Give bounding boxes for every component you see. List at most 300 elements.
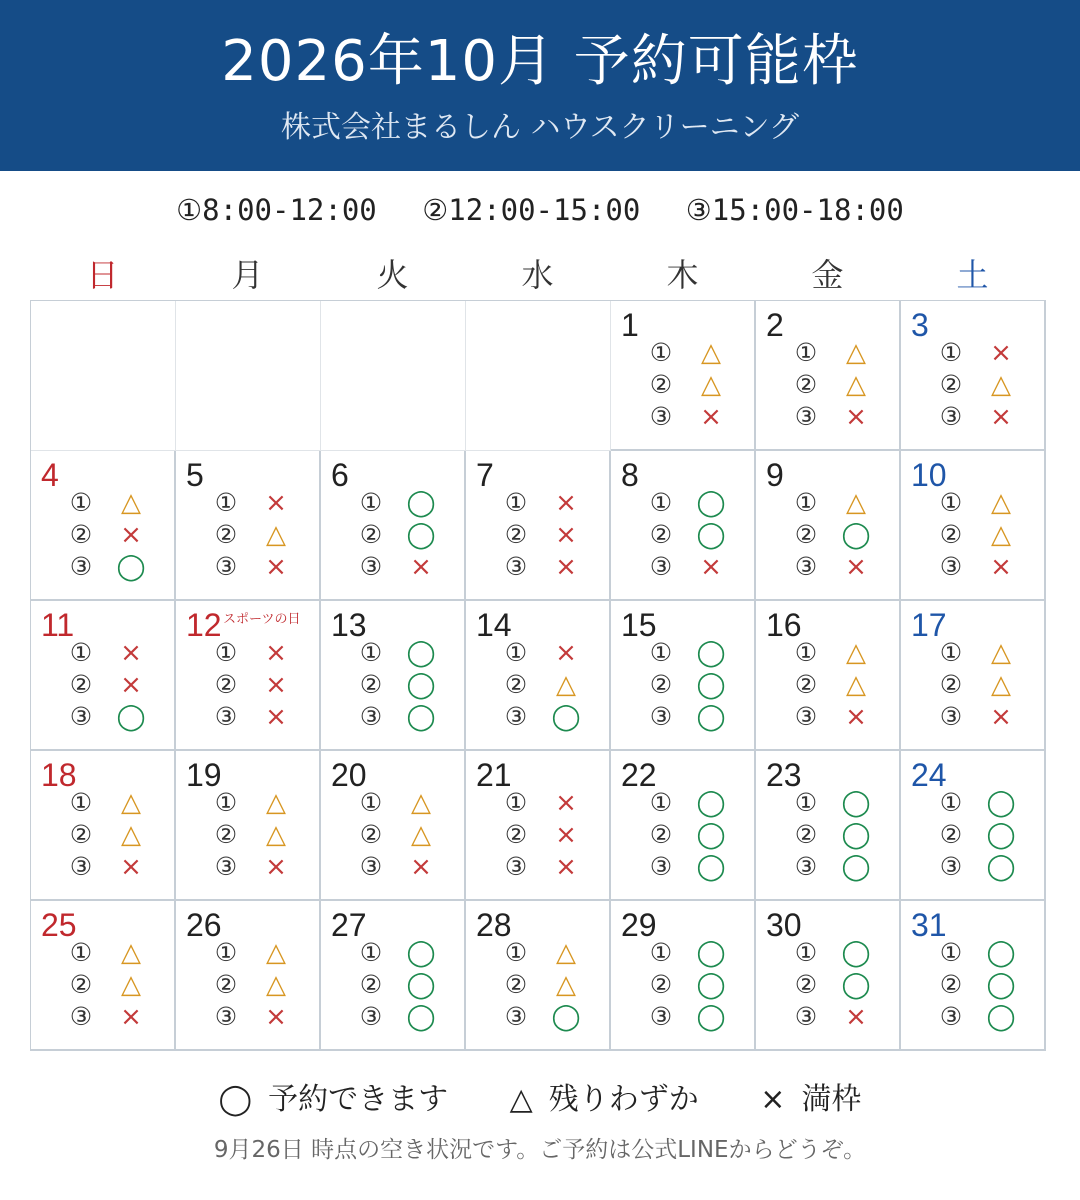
calendar-day-cell[interactable] (466, 601, 611, 751)
slot-number: ③ (69, 702, 93, 731)
calendar-day-cell[interactable] (756, 301, 901, 451)
slot-row (61, 487, 171, 519)
day-number: 15 (621, 607, 657, 643)
availability-cross-icon: × (120, 1002, 142, 1032)
calendar-empty-cell (466, 301, 611, 451)
slot-number: ② (359, 520, 383, 549)
legend-few (510, 1082, 699, 1117)
availability-cross-icon: × (555, 638, 577, 668)
slot-number: ① (794, 938, 818, 967)
availability-circle-icon: ◯ (696, 488, 726, 518)
status-note: 9月26日 時点の空き状況です。ご予約は公式LINEからどうぞ。 (213, 1137, 867, 1163)
day-number: 27 (331, 907, 367, 943)
slot-number: ② (69, 820, 93, 849)
availability-cross-icon: × (265, 702, 287, 732)
availability-cross-icon: × (845, 702, 867, 732)
slot-row (786, 819, 896, 851)
day-number: 9 (766, 457, 784, 493)
day-number: 8 (621, 457, 639, 493)
slot-row (641, 401, 751, 433)
slot-number: ① (359, 488, 383, 517)
slot-number: ① (649, 488, 673, 517)
day-number: 22 (621, 757, 657, 793)
calendar-day-cell[interactable] (901, 901, 1046, 1051)
slot-number: ① (649, 788, 673, 817)
calendar-day-cell[interactable] (176, 751, 321, 901)
availability-cross-icon: × (845, 552, 867, 582)
slot-row (931, 337, 1041, 369)
slot-row (931, 819, 1041, 851)
calendar-day-cell[interactable] (466, 901, 611, 1051)
availability-triangle-icon: △ (411, 820, 431, 850)
availability-triangle-icon: △ (266, 970, 286, 1000)
slot-number: ① (504, 788, 528, 817)
slot-number: ③ (359, 702, 383, 731)
slot-number: ① (939, 488, 963, 517)
availability-cross-icon: × (120, 520, 142, 550)
day-number: 6 (331, 457, 349, 493)
availability-triangle-icon: △ (991, 520, 1011, 550)
availability-circle-icon: ◯ (986, 970, 1016, 1000)
slot-row (61, 787, 171, 819)
slot-number: ② (939, 370, 963, 399)
slot-row (786, 937, 896, 969)
calendar-day-cell[interactable] (176, 451, 321, 601)
slot-row (351, 851, 461, 883)
availability-triangle-icon: △ (991, 488, 1011, 518)
availability-triangle-icon: △ (991, 638, 1011, 668)
day-number: 25 (41, 907, 77, 943)
calendar-day-cell[interactable] (321, 451, 466, 601)
slot-row (351, 551, 461, 583)
weekday-header (30, 250, 1046, 300)
slot-row (61, 851, 171, 883)
availability-circle-icon: ◯ (406, 638, 436, 668)
slot-number: ② (504, 970, 528, 999)
slot-row (496, 787, 606, 819)
calendar-day-cell[interactable] (901, 601, 1046, 751)
slot-row (786, 787, 896, 819)
calendar-day-cell[interactable] (611, 901, 756, 1051)
slot-number: ③ (69, 1002, 93, 1031)
slot-number: ② (794, 370, 818, 399)
calendar-day-cell[interactable] (901, 451, 1046, 601)
legend-few-label: 残りわずか (548, 1082, 699, 1117)
slot-row (786, 369, 896, 401)
calendar-day-cell[interactable] (176, 601, 321, 751)
slot-row (61, 637, 171, 669)
availability-triangle-icon: △ (846, 670, 866, 700)
availability-triangle-icon: △ (266, 820, 286, 850)
availability-cross-icon: × (265, 1002, 287, 1032)
slot-number: ① (214, 788, 238, 817)
weekday-monday: 月 (231, 256, 264, 294)
slot-number: ③ (359, 552, 383, 581)
availability-cross-icon: × (845, 1002, 867, 1032)
calendar-day-cell[interactable] (611, 451, 756, 601)
slot-number: ③ (504, 852, 528, 881)
availability-triangle-icon: △ (556, 938, 576, 968)
availability-circle-icon: ◯ (986, 1002, 1016, 1032)
calendar-day-cell[interactable] (756, 751, 901, 901)
slot-number: ③ (649, 702, 673, 731)
availability-triangle-icon: △ (846, 338, 866, 368)
day-number: 1 (621, 307, 639, 343)
slot-number: ③ (794, 702, 818, 731)
slot-row (351, 669, 461, 701)
slot-number: ① (649, 638, 673, 667)
availability-triangle-icon: △ (121, 788, 141, 818)
slot-row (786, 637, 896, 669)
slot-number: ③ (939, 402, 963, 431)
availability-circle-icon: ◯ (696, 788, 726, 818)
availability-triangle-icon: △ (991, 670, 1011, 700)
slot-row (786, 337, 896, 369)
slot-row (641, 819, 751, 851)
availability-cross-icon: × (265, 488, 287, 518)
slot-number: ② (214, 520, 238, 549)
weekday-friday: 金 (811, 256, 844, 294)
availability-cross-icon: × (990, 702, 1012, 732)
day-number: 4 (41, 457, 59, 493)
availability-circle-icon: ◯ (841, 520, 871, 550)
calendar-day-cell[interactable] (756, 901, 901, 1051)
availability-circle-icon: ◯ (696, 638, 726, 668)
availability-triangle-icon: △ (556, 970, 576, 1000)
slot-row (931, 519, 1041, 551)
slot-number: ① (69, 638, 93, 667)
availability-cross-icon: × (555, 820, 577, 850)
slot-row (496, 637, 606, 669)
availability-circle-icon: ◯ (406, 1002, 436, 1032)
slot-number: ② (69, 670, 93, 699)
slot-number: ③ (214, 702, 238, 731)
calendar-day-cell[interactable] (756, 601, 901, 751)
slot-row (641, 701, 751, 733)
availability-circle-icon: ◯ (696, 702, 726, 732)
slot-row (61, 1001, 171, 1033)
holiday-label: スポーツの日 (223, 612, 301, 627)
slot-row (786, 401, 896, 433)
slot-number: ② (649, 520, 673, 549)
calendar-empty-cell (321, 301, 466, 451)
triangle-icon: △ (509, 1082, 533, 1117)
availability-circle-icon: ◯ (841, 970, 871, 1000)
availability-cross-icon: × (265, 638, 287, 668)
day-number: 3 (911, 307, 929, 343)
slot-row (931, 937, 1041, 969)
availability-circle-icon: ◯ (696, 852, 726, 882)
slot-row (206, 487, 316, 519)
calendar-empty-cell (176, 301, 321, 451)
availability-triangle-icon: △ (121, 488, 141, 518)
slot-number: ③ (939, 552, 963, 581)
slot-number: ③ (214, 552, 238, 581)
availability-cross-icon: × (265, 552, 287, 582)
slot-number: ① (794, 338, 818, 367)
availability-triangle-icon: △ (701, 370, 721, 400)
slot-number: ③ (794, 402, 818, 431)
slot-row (786, 969, 896, 1001)
slot-number: ② (69, 520, 93, 549)
slot-row (496, 1001, 606, 1033)
slot-row (786, 551, 896, 583)
calendar-day-cell[interactable] (31, 601, 176, 751)
slot-row (61, 969, 171, 1001)
slot-row (61, 669, 171, 701)
weekday-tuesday: 火 (376, 256, 409, 294)
slot-row (351, 937, 461, 969)
availability-circle-icon: ◯ (696, 820, 726, 850)
slot-row (206, 969, 316, 1001)
slot-number: ② (504, 820, 528, 849)
availability-cross-icon: × (410, 552, 432, 582)
slot-number: ① (649, 938, 673, 967)
availability-circle-icon: ◯ (986, 938, 1016, 968)
availability-triangle-icon: △ (556, 670, 576, 700)
slot-row (931, 1001, 1041, 1033)
calendar-day-cell[interactable] (321, 751, 466, 901)
slot-row (641, 787, 751, 819)
slot-row (206, 851, 316, 883)
availability-triangle-icon: △ (266, 520, 286, 550)
slot-number: ① (939, 638, 963, 667)
day-number: 26 (186, 907, 222, 943)
slot-number: ② (69, 970, 93, 999)
slot-number: ② (504, 520, 528, 549)
availability-cross-icon: × (700, 552, 722, 582)
day-number: 23 (766, 757, 802, 793)
slot-row (351, 969, 461, 1001)
header-banner (0, 0, 1080, 171)
slot-row (931, 969, 1041, 1001)
slot-row (351, 787, 461, 819)
calendar-day-cell[interactable] (466, 451, 611, 601)
slot-row (641, 369, 751, 401)
slot-row (641, 969, 751, 1001)
availability-circle-icon: ◯ (406, 670, 436, 700)
slot-row (641, 1001, 751, 1033)
calendar-day-cell[interactable] (611, 301, 756, 451)
slot-row (206, 701, 316, 733)
circle-icon: ◯ (218, 1082, 253, 1117)
slot-row (496, 519, 606, 551)
availability-cross-icon: × (555, 788, 577, 818)
slot-number: ② (939, 820, 963, 849)
slot-row (206, 669, 316, 701)
slot-number: ② (359, 970, 383, 999)
availability-cross-icon: × (265, 670, 287, 700)
calendar-empty-cell (31, 301, 176, 451)
day-number: 2 (766, 307, 784, 343)
availability-circle-icon: ◯ (696, 670, 726, 700)
slot-row (351, 701, 461, 733)
slot-row (496, 819, 606, 851)
slot-number: ① (69, 788, 93, 817)
availability-circle-icon: ◯ (551, 1002, 581, 1032)
day-number: 20 (331, 757, 367, 793)
day-number: 7 (476, 457, 494, 493)
availability-cross-icon: × (410, 852, 432, 882)
slot-number: ② (649, 970, 673, 999)
availability-circle-icon: ◯ (986, 820, 1016, 850)
slot-number: ② (214, 670, 238, 699)
slot-row (496, 669, 606, 701)
availability-cross-icon: × (845, 402, 867, 432)
slot-number: ③ (794, 852, 818, 881)
slot-number: ② (939, 970, 963, 999)
slot-row (351, 1001, 461, 1033)
time-slot-legend (0, 188, 1080, 232)
day-number: 12 (186, 607, 222, 643)
calendar-day-cell[interactable] (611, 601, 756, 751)
time-slot-3: ③15:00-18:00 (685, 193, 904, 227)
slot-row (931, 637, 1041, 669)
slot-number: ③ (794, 1002, 818, 1031)
slot-row (496, 851, 606, 883)
slot-number: ③ (504, 552, 528, 581)
availability-triangle-icon: △ (846, 370, 866, 400)
availability-circle-icon: ◯ (696, 970, 726, 1000)
availability-circle-icon: ◯ (986, 852, 1016, 882)
availability-circle-icon: ◯ (406, 488, 436, 518)
slot-row (786, 701, 896, 733)
slot-row (641, 937, 751, 969)
slot-number: ① (214, 638, 238, 667)
slot-number: ① (359, 938, 383, 967)
availability-circle-icon: ◯ (986, 788, 1016, 818)
day-number: 24 (911, 757, 947, 793)
availability-circle-icon: ◯ (841, 938, 871, 968)
slot-number: ② (214, 820, 238, 849)
availability-cross-icon: × (990, 338, 1012, 368)
slot-row (786, 519, 896, 551)
availability-cross-icon: × (700, 402, 722, 432)
slot-number: ① (939, 938, 963, 967)
calendar-grid (30, 300, 1046, 1051)
availability-triangle-icon: △ (266, 938, 286, 968)
weekday-saturday: 土 (956, 256, 989, 294)
slot-number: ② (794, 670, 818, 699)
slot-number: ② (939, 670, 963, 699)
slot-row (931, 487, 1041, 519)
calendar-day-cell[interactable] (31, 451, 176, 601)
slot-number: ① (504, 638, 528, 667)
calendar-day-cell[interactable] (901, 301, 1046, 451)
calendar-day-cell[interactable] (31, 901, 176, 1051)
availability-circle-icon: ◯ (841, 820, 871, 850)
slot-number: ① (794, 638, 818, 667)
availability-circle-icon: ◯ (116, 552, 146, 582)
slot-row (61, 819, 171, 851)
availability-circle-icon: ◯ (696, 1002, 726, 1032)
slot-row (496, 937, 606, 969)
slot-number: ① (214, 488, 238, 517)
slot-row (641, 851, 751, 883)
availability-circle-icon: ◯ (696, 938, 726, 968)
calendar-day-cell[interactable] (901, 751, 1046, 901)
slot-number: ② (504, 670, 528, 699)
slot-row (931, 669, 1041, 701)
slot-number: ① (504, 488, 528, 517)
slot-number: ① (69, 938, 93, 967)
slot-row (206, 937, 316, 969)
calendar-day-cell[interactable] (611, 751, 756, 901)
day-number: 28 (476, 907, 512, 943)
slot-number: ② (649, 670, 673, 699)
day-number: 17 (911, 607, 947, 643)
slot-number: ③ (649, 852, 673, 881)
slot-row (206, 819, 316, 851)
slot-row (61, 701, 171, 733)
slot-number: ③ (504, 702, 528, 731)
slot-number: ② (794, 520, 818, 549)
slot-number: ① (504, 938, 528, 967)
availability-triangle-icon: △ (411, 788, 431, 818)
availability-triangle-icon: △ (846, 638, 866, 668)
weekday-thursday: 木 (666, 256, 699, 294)
legend-available (219, 1082, 449, 1117)
slot-row (351, 487, 461, 519)
availability-circle-icon: ◯ (841, 788, 871, 818)
slot-row (206, 787, 316, 819)
slot-row (206, 519, 316, 551)
availability-triangle-icon: △ (266, 788, 286, 818)
slot-row (61, 937, 171, 969)
day-number: 14 (476, 607, 512, 643)
slot-row (786, 669, 896, 701)
slot-row (496, 701, 606, 733)
slot-number: ② (359, 820, 383, 849)
slot-row (931, 701, 1041, 733)
slot-row (931, 551, 1041, 583)
slot-row (496, 969, 606, 1001)
availability-cross-icon: × (990, 552, 1012, 582)
slot-number: ③ (359, 852, 383, 881)
slot-number: ① (359, 788, 383, 817)
availability-circle-icon: ◯ (116, 702, 146, 732)
day-number: 29 (621, 907, 657, 943)
slot-row (206, 637, 316, 669)
slot-number: ② (649, 370, 673, 399)
day-number: 13 (331, 607, 367, 643)
calendar-day-cell[interactable] (321, 901, 466, 1051)
slot-number: ③ (214, 1002, 238, 1031)
day-number: 16 (766, 607, 802, 643)
availability-cross-icon: × (555, 520, 577, 550)
slot-number: ③ (939, 1002, 963, 1031)
availability-cross-icon: × (120, 670, 142, 700)
calendar-day-cell[interactable] (321, 601, 466, 751)
availability-triangle-icon: △ (701, 338, 721, 368)
slot-row (206, 551, 316, 583)
calendar-day-cell[interactable] (756, 451, 901, 601)
availability-circle-icon: ◯ (406, 938, 436, 968)
slot-row (496, 551, 606, 583)
calendar-day-cell[interactable] (466, 751, 611, 901)
slot-row (641, 337, 751, 369)
time-slot-1: ①8:00-12:00 (176, 193, 377, 227)
day-number: 5 (186, 457, 204, 493)
calendar-day-cell[interactable] (31, 751, 176, 901)
slot-number: ② (794, 970, 818, 999)
slot-number: ② (359, 670, 383, 699)
slot-number: ① (939, 338, 963, 367)
slot-number: ① (214, 938, 238, 967)
slot-row (786, 487, 896, 519)
calendar-day-cell[interactable] (176, 901, 321, 1051)
slot-number: ① (649, 338, 673, 367)
